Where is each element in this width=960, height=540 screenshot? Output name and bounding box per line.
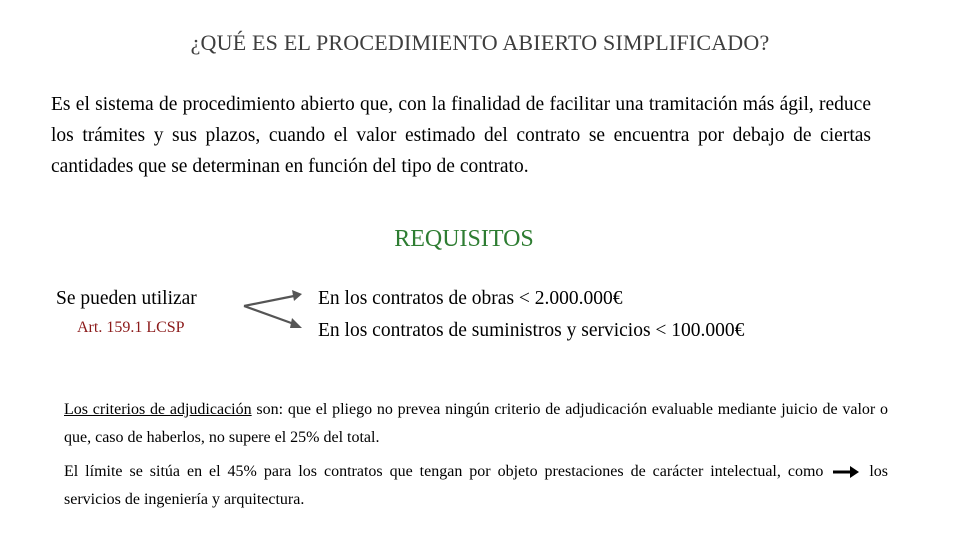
branch-arrows-icon xyxy=(240,282,304,332)
contract-suministros: En los contratos de suministros y servicios < 100.000€ xyxy=(318,320,745,341)
intro-paragraph: Es el sistema de procedimiento abierto que, con la finalidad de facilitar una tramitación más ágil, reduce los trámites y sus plazos, cuando el valor estimado del contrato se encuentra por debajo de ciertas cantidades que se determinan en función del tipo de contrato. xyxy=(51,94,871,177)
limit-paragraph xyxy=(64,458,888,514)
criteria-rest: son: que el pliego no prevea ningún criterio de adjudicación evaluable mediante juicio de valor o que, caso de haberlos, no supere el 25% del total. xyxy=(64,401,889,446)
criteria-underlined: Los criterios de adjudicación xyxy=(64,401,252,418)
use-label: Se pueden utilizar xyxy=(56,288,197,309)
article-reference: Art. 159.1 LCSP xyxy=(77,319,185,336)
criteria-paragraph xyxy=(64,396,888,452)
limit-before: El límite se sitúa en el 45% para los contratos que tengan por objeto prestaciones de carácter intelectual, como xyxy=(64,463,824,480)
contract-obras: En los contratos de obras < 2.000.000€ xyxy=(318,288,623,309)
slide-title: ¿QUÉ ES EL PROCEDIMIENTO ABIERTO SIMPLIFICADO? xyxy=(190,30,770,55)
requisitos-heading: REQUISITOS xyxy=(394,226,534,252)
right-arrow-icon xyxy=(832,465,860,479)
limit-after: los servicios de ingeniería y arquitectura. xyxy=(64,463,888,508)
